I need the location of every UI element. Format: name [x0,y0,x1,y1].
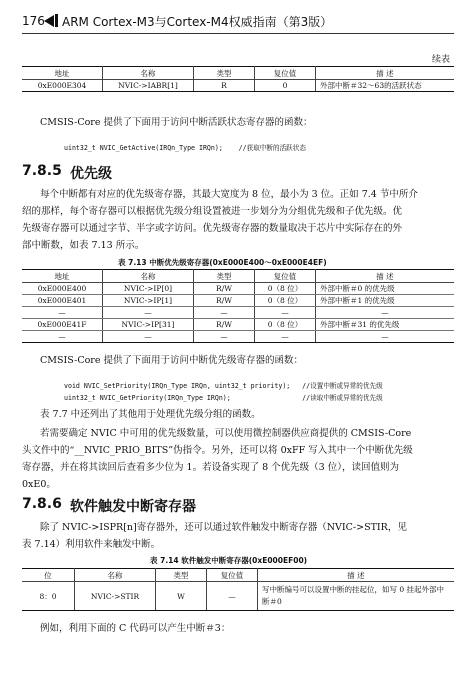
table-row [22,283,454,295]
col-header: 复位值 [255,67,316,80]
table-row [22,80,454,92]
cell: R/W [194,319,255,331]
text-line: 每个中断都有对应的优先级寄存器，其最大宽度为 8 位，最小为 3 位。正如 7.4 节中所介 [40,189,418,200]
section-title: 软件触发中断寄存器 [70,499,196,515]
cell: R/W [194,295,255,307]
cell: 0xE000E400 [22,283,103,295]
table-row [22,319,454,331]
text-line: 头文件中的“__NVIC_PRIO_BITS”伪指令。另外，还可以将 0xFF 写入其中一个中断优先级 [22,445,413,456]
code-line: void NVIC_SetPriority(IRQn_Type IRQn, uint32_t priority); //设置中断或异常的优先级 [64,382,383,390]
text-line: 0xE0。 [22,479,56,490]
col-header: 类型 [156,569,207,582]
text-line: 先级寄存器可以通过字节、半字或字访问。优先级寄存器的数量取决于芯片中实际存在的外 [22,223,403,234]
col-header: 位 [22,569,75,582]
col-header: 复位值 [255,270,316,283]
cell: — [316,307,455,319]
paragraph: CMSIS-Core 提供了下面用于访问中断优先级寄存器的函数： [40,355,303,366]
cell: — [103,307,194,319]
running-title: ARM Cortex-M3与Cortex-M4权威指南（第3版） [62,15,333,29]
header-triangle-icon [44,15,54,27]
section-number: 7.8.5 [22,163,62,179]
cell: — [207,582,258,611]
cell: — [22,307,103,319]
continued-label: 续表 [431,55,450,65]
cell: NVIC->STIR [75,582,156,611]
paragraph: 例如，利用下面的 C 代码可以产生中断＃3： [40,623,231,634]
cell: — [316,331,455,343]
col-header: 复位值 [207,569,258,582]
cell: — [194,331,255,343]
table-row [22,582,454,611]
section-number: 7.8.6 [22,496,62,512]
section-title: 优先级 [70,166,112,182]
table-active-status [22,66,454,92]
col-header: 类型 [194,67,255,80]
cell: 0xE000E41F [22,319,103,331]
cell: 外部中断＃1 的优先级 [316,295,455,307]
col-header: 地址 [22,67,103,80]
table-row [22,307,454,319]
table-header-row [22,67,454,80]
header-rule [22,33,454,34]
cell: 外部中断＃32～63的活跃状态 [316,80,455,92]
page-number: 176 [22,14,45,28]
col-header: 描 述 [316,270,455,283]
cell: 0（8 位） [255,283,316,295]
cell: — [22,331,103,343]
cell: 0（8 位） [255,295,316,307]
text-line: 除了 NVIC->ISPR[n]寄存器外，还可以通过软件触发中断寄存器（NVIC->STIR，见 [40,522,407,533]
table-caption: 表 7.14 软件触发中断寄存器(0xE000EF00) [150,556,308,565]
cell: 8：0 [22,582,75,611]
paragraph-stir [22,519,462,553]
code-line: uint32_t NVIC_GetPriority(IRQn_Type IRQn); //读取中断或异常的优先级 [64,394,383,402]
text-line: 若需要确定 NVIC 中可用的优先级数量，可以使用微控制器供应商提供的 CMSIS-Core [40,428,412,439]
col-header: 描 述 [258,569,455,582]
paragraph: 表 7.7 中还列出了其他用于处理优先级分组的函数。 [40,409,261,420]
col-header: 名称 [75,569,156,582]
cell: R [194,80,255,92]
cell: R/W [194,283,255,295]
cell: 0 [255,80,316,92]
col-header: 名称 [103,67,194,80]
cell: W [156,582,207,611]
cell: — [255,307,316,319]
col-header: 名称 [103,270,194,283]
text-line: 部中断数，如表 7.13 所示。 [22,240,145,251]
table-header-row [22,270,454,283]
code-line: uint32_t NVIC_GetActive(IRQn_Type IRQn); //获取中断的活跃状态 [64,144,306,152]
table-7-13 [22,269,454,343]
col-header: 地址 [22,270,103,283]
cell: — [255,331,316,343]
text-line: 绍的那样，每个寄存器可以根据优先级分组设置被进一步划分为分组优先级和子优先级。优 [22,206,403,217]
col-header: 类型 [194,270,255,283]
paragraph-priority [22,186,462,254]
paragraph: CMSIS-Core 提供了下面用于访问中断活跃状态寄存器的函数： [40,117,313,128]
table-row [22,331,454,343]
cell: 外部中断＃31 的优先级 [316,319,455,331]
cell: — [194,307,255,319]
col-header: 描 述 [316,67,455,80]
cell: 0（8 位） [255,319,316,331]
cell: 写中断编号可以设置中断的挂起位，如写 0 挂起外部中断＃0 [258,582,455,611]
cell: 0xE000E304 [22,80,103,92]
cell: NVIC->IP[1] [103,295,194,307]
table-row [22,295,454,307]
table-7-14 [22,568,454,611]
table-header-row [22,569,454,582]
paragraph-prio-bits [22,425,462,493]
cell: — [103,331,194,343]
text-line: 寄存器，并在将其读回后查看多少位为 1。若设备实现了 8 个优先级（3 位），读回值则为 [22,462,399,473]
text-line: 表 7.14）利用软件来触发中断。 [22,539,161,550]
cell: NVIC->IABR[1] [103,80,194,92]
cell: 外部中断＃0 的优先级 [316,283,455,295]
cell: NVIC->IP[0] [103,283,194,295]
table-caption: 表 7.13 中断优先级寄存器(0xE000E400～0xE000E4EF) [118,258,327,267]
header-bar-icon [55,14,58,27]
cell: 0xE000E401 [22,295,103,307]
cell: NVIC->IP[31] [103,319,194,331]
